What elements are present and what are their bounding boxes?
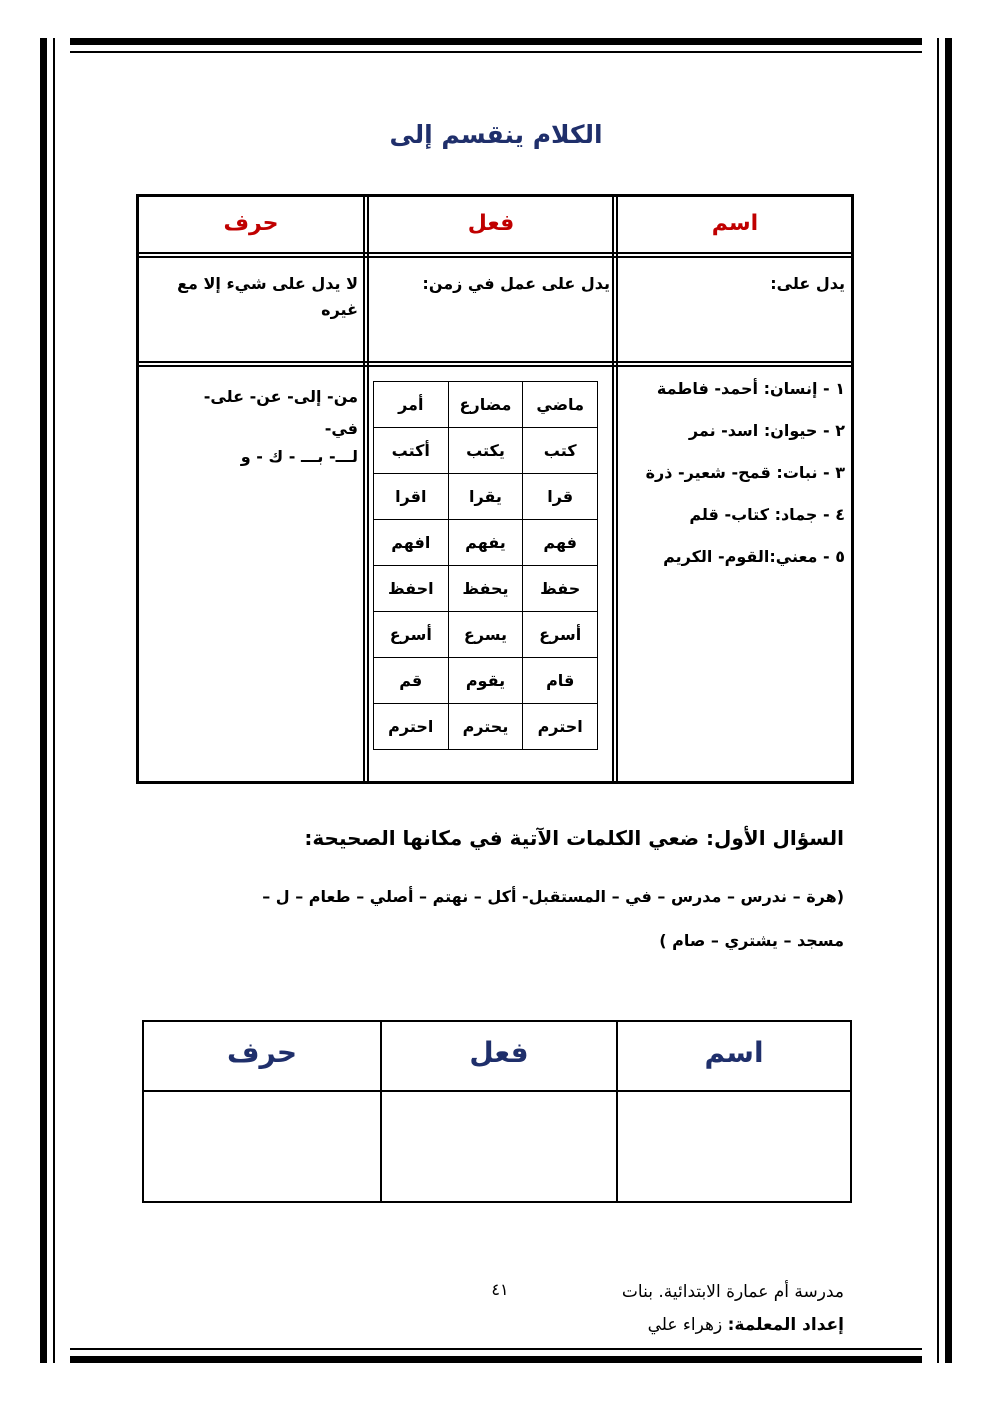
list-item: ٣ - نبات: قمح- شعير- ذرة: [645, 463, 845, 482]
list-item: ٤ - جماد: كتاب- قلم: [689, 505, 845, 524]
table-cell: اقرا: [374, 474, 449, 520]
header-particle: حرف: [223, 211, 279, 236]
frame-bottom-thick: [70, 1356, 922, 1363]
definition-particle: لا يدل على شيء إلا مع غيره: [177, 274, 358, 319]
table-row: [374, 566, 598, 612]
prepared-by: [544, 1315, 844, 1335]
verb-conjugation-table: [373, 381, 598, 750]
table-row: [374, 612, 598, 658]
frame-right-thin: [937, 38, 939, 1363]
question-heading: السؤال الأول: ضعي الكلمات الآتية في مكانها الصحيحة:: [304, 826, 844, 850]
table-cell: يفهم: [448, 520, 523, 566]
prepared-label: إعداد المعلمة:: [727, 1315, 844, 1335]
question-words-line1: (هرة – ندرس – مدرس – في – المستقبل- أكل – نهتم – أصلي – طعام – ل –: [262, 887, 844, 906]
table-row: [374, 520, 598, 566]
table-cell: افهم: [374, 520, 449, 566]
list-item: من- إلى- عن- على-: [203, 387, 358, 406]
list-item: ١ - إنسان: أحمد- فاطمة: [656, 379, 845, 398]
list-item: في-: [324, 419, 358, 438]
header-verb: فعل: [467, 211, 515, 236]
table-cell: يقرا: [448, 474, 523, 520]
table-cell: أكتب: [374, 428, 449, 474]
answer-header-verb: فعل: [469, 1036, 529, 1069]
page-number: ٤١: [491, 1280, 509, 1299]
noun-examples: [625, 368, 845, 578]
column-header-imperative: أمر: [374, 382, 449, 428]
table-cell: يحفظ: [448, 566, 523, 612]
answer-cell-particle[interactable]: [144, 1092, 380, 1201]
divider: [367, 197, 369, 781]
frame-top-thick: [70, 38, 922, 45]
divider: [139, 256, 851, 258]
page-title: الكلام ينقسم إلى: [389, 120, 603, 149]
table-cell: قام: [523, 658, 598, 704]
divider: [612, 197, 614, 781]
header-noun: اسم: [711, 211, 759, 236]
table-row: [374, 704, 598, 750]
list-item: ٢ - حيوان: اسد- نمر: [688, 421, 845, 440]
table-cell: أسرع: [523, 612, 598, 658]
frame-top-thin: [70, 51, 922, 53]
answer-cell-noun[interactable]: [618, 1092, 850, 1201]
school-name: مدرسة أم عمارة الابتدائية. بنات: [621, 1282, 844, 1302]
divider: [139, 361, 851, 363]
particle-examples: [159, 378, 358, 472]
table-cell: يقوم: [448, 658, 523, 704]
column-header-present: مضارع: [448, 382, 523, 428]
definition-noun: يدل على:: [770, 274, 845, 293]
question-words-line2: مسجد – يشتري – صام ): [659, 931, 844, 950]
divider: [363, 197, 365, 781]
table-cell: يحترم: [448, 704, 523, 750]
table-cell: حفظ: [523, 566, 598, 612]
frame-bottom-thin: [70, 1348, 922, 1350]
table-cell: قم: [374, 658, 449, 704]
divider: [139, 252, 851, 254]
answer-header-particle: حرف: [226, 1036, 298, 1069]
definition-verb: يدل على عمل في زمن:: [422, 274, 610, 293]
teacher-name: زهراء علي: [647, 1315, 728, 1335]
table-cell: يسرع: [448, 612, 523, 658]
list-item: لـــ- بـــ - ك - و: [240, 447, 358, 466]
table-row: [374, 382, 598, 428]
answer-table: [142, 1020, 852, 1203]
table-cell: قرا: [523, 474, 598, 520]
frame-left-thin: [53, 38, 55, 1363]
divider: [616, 197, 618, 781]
table-cell: احترم: [523, 704, 598, 750]
table-cell: احترم: [374, 704, 449, 750]
answer-header-noun: اسم: [704, 1036, 764, 1069]
table-cell: احفظ: [374, 566, 449, 612]
answer-cell-verb[interactable]: [382, 1092, 616, 1201]
table-row: [374, 428, 598, 474]
frame-right-thick: [945, 38, 952, 1363]
divider: [139, 365, 851, 367]
table-row: [374, 474, 598, 520]
list-item: ٥ - معني:القوم- الكريم: [663, 547, 845, 566]
frame-left-thick: [40, 38, 47, 1363]
table-cell: فهم: [523, 520, 598, 566]
table-row: [374, 658, 598, 704]
table-cell: يكتب: [448, 428, 523, 474]
column-header-past: ماضي: [523, 382, 598, 428]
table-cell: كتب: [523, 428, 598, 474]
table-cell: أسرع: [374, 612, 449, 658]
